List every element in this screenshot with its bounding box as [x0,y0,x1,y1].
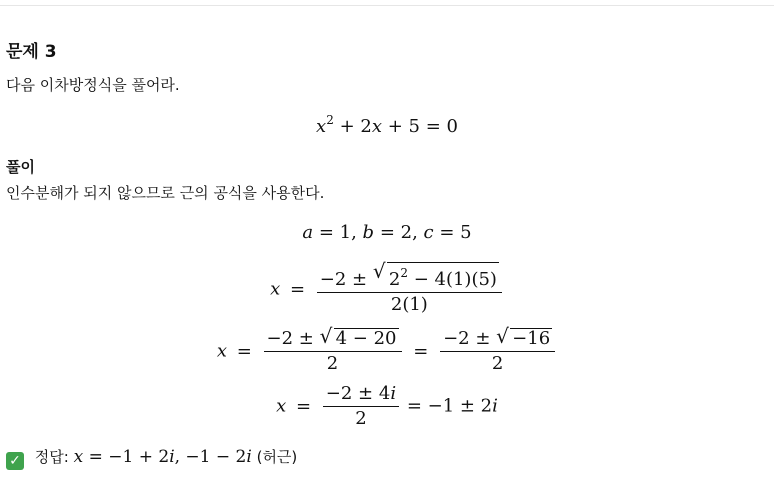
step1-lhs: x [270,278,281,300]
coefficients-line [0,222,774,243]
problem-title: 문제 3 [6,42,57,62]
step2-equals-2: = [413,340,429,362]
eq-var-x2: x [371,116,382,137]
eq-exponent: 2 [326,113,334,127]
sqrt-sign-icon: √ [496,324,509,348]
coef-a-symbol: a [302,222,314,243]
step1-rad-exp: 2 [400,266,408,280]
step2-denominator-1: 2 [326,353,339,374]
problem-text: 다음 이차방정식을 풀어라. [6,76,180,94]
step1-denominator: 2(1) [390,294,428,315]
sqrt-sign-icon: √ [372,259,386,283]
step2-num1-prefix: −2 ± [266,328,314,349]
coef-b-value: = 2, [379,222,418,243]
problem-equation [0,113,774,137]
quadratic-formula-step [0,259,774,317]
step2-fraction-1 [264,324,402,376]
step3-equals: = [295,395,312,417]
step3-rhs: = −1 ± 2 [406,395,493,417]
step2-denominator-2: 2 [491,353,504,374]
step1-sqrt [372,259,499,292]
solution-text: 인수분해가 되지 않으므로 근의 공식을 사용한다. [6,184,325,202]
eq-term-2: + 2 [339,116,372,137]
step2-numerator-2 [440,324,555,352]
step3-lhs: x [276,395,287,417]
step2-lhs: x [216,340,227,362]
step3-denominator: 2 [355,408,367,429]
top-divider [0,5,774,6]
step2-sqrt-2 [496,324,552,351]
step2-num2-prefix: −2 ± [443,328,491,349]
step2-fraction-2 [440,324,555,376]
step2-numerator-1 [264,324,402,352]
answer-line [6,446,297,470]
coef-b-symbol: b [362,222,375,243]
answer-note: (허근) [256,448,298,466]
step3-fraction [323,382,399,431]
answer-math [74,447,252,467]
coef-c-value: = 5 [439,222,472,243]
final-step [0,382,774,431]
step1-equals: = [289,278,306,300]
step1-fraction [317,259,502,317]
step1-rad-rest: − 4(1)(5) [413,269,497,290]
step3-num-i: i [390,383,397,404]
step2-rad-2: −16 [512,328,551,349]
step2-sqrt-1 [319,324,399,351]
answer-eq: = −1 + 2 [88,447,170,467]
step1-numerator [317,259,502,293]
step3-numerator [323,382,399,407]
step3-rhs-i: i [492,395,498,417]
sqrt-sign-icon: √ [319,324,333,348]
step1-num-prefix: −2 ± [319,269,368,290]
answer-i1: i [169,447,175,467]
eq-tail: + 5 = 0 [387,116,458,137]
step2-rad-1: 4 − 20 [335,328,397,349]
step1-rad-base: 2 [388,269,401,290]
simplify-step [0,324,774,376]
check-mark-icon: ✓ [6,452,24,470]
answer-i2: i [246,447,252,467]
step3-num-prefix: −2 ± 4 [325,383,391,404]
step2-equals: = [236,340,252,362]
answer-label: 정답: [34,448,69,466]
coef-c-symbol: c [423,222,434,243]
answer-x: x [73,447,84,467]
eq-var-x: x [316,116,327,137]
solution-title: 풀이 [6,158,35,176]
answer-mid: , −1 − 2 [174,447,247,467]
coef-a-value: = 1, [318,222,357,243]
